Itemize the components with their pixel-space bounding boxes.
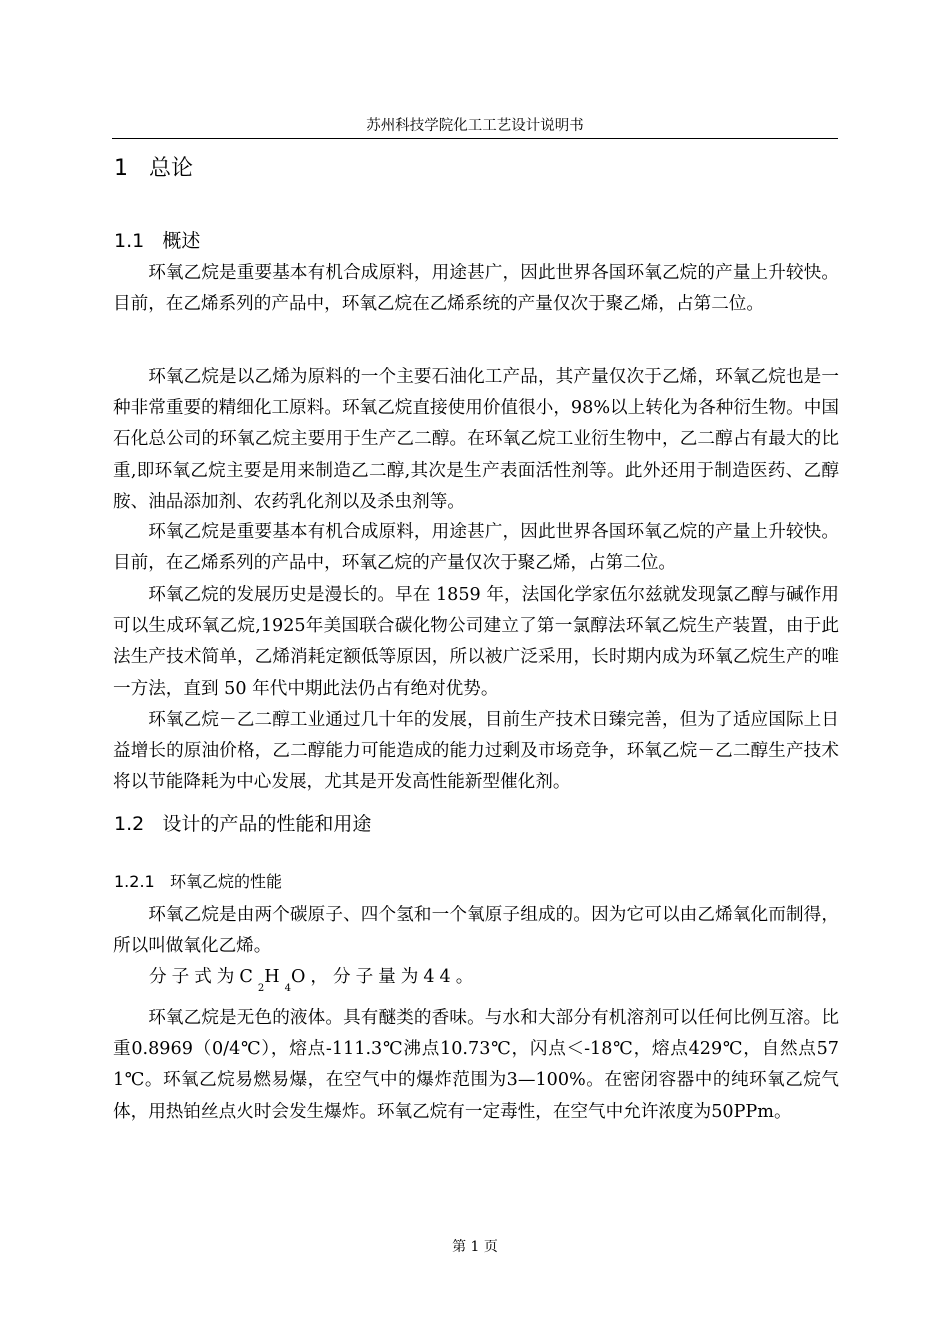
paragraph-1: 环氧乙烷是重要基本有机合成原料，用途甚广，因此世界各国环氧乙烷的产量上升较快。目前，在乙烯系列的产品中，环氧乙烷在乙烯系统的产量仅次于聚乙烯，占第二位。 bbox=[113, 263, 839, 315]
chapter-title: 总论 bbox=[148, 156, 193, 181]
section-number: 1.1 bbox=[114, 230, 145, 252]
formula-suffix: ，分子量为44。 bbox=[310, 967, 479, 987]
paragraph-6: 环氧乙烷是由两个碳原子、四个氢和一个氧原子组成的。因为它可以由乙烯氧化而制得，所以叫做氧化乙烯。 bbox=[113, 905, 839, 957]
header-rule bbox=[112, 138, 838, 139]
paragraph-5: 环氧乙烷－乙二醇工业通过几十年的发展，目前生产技术日臻完善，但为了适应国际上日益增长的原油价格，乙二醇能力可能造成的能力过剩及市场竞争，环氧乙烷－乙二醇生产技术将以节能降耗为中心发展，尤其是开发高性能新型催化剂。 bbox=[113, 710, 839, 793]
formula-h-sub: 4 bbox=[284, 983, 291, 994]
molecular-formula-line bbox=[149, 962, 478, 993]
section-heading-1-2 bbox=[114, 811, 371, 837]
paragraph-3: 环氧乙烷是重要基本有机合成原料，用途甚广，因此世界各国环氧乙烷的产量上升较快。目前，在乙烯系列的产品中，环氧乙烷的产量仅次于聚乙烯，占第二位。 bbox=[113, 522, 839, 574]
section-number: 1.2 bbox=[114, 813, 145, 835]
subsection-number: 1.2.1 bbox=[114, 872, 155, 891]
chapter-heading bbox=[114, 154, 193, 184]
paragraph-7: 环氧乙烷是无色的液体。具有醚类的香味。与水和大部分有机溶剂可以任何比例互溶。比重0.8969（0/4℃），熔点-111.3℃沸点10.73℃，闪点＜-18℃，熔点429℃，自然点571℃。环氧乙烷易燃易爆，在空气中的爆炸范围为3—100%。在密闭容器中的纯环氧乙烷气体，用热铂丝点火时会发生爆炸。环氧乙烷有一定毒性，在空气中允许浓度为50PPm。 bbox=[113, 1008, 839, 1122]
subsection-heading-1-2-1 bbox=[114, 871, 282, 893]
formula-o: O bbox=[290, 967, 311, 987]
chapter-number: 1 bbox=[114, 156, 128, 181]
section-title: 概述 bbox=[162, 230, 201, 252]
page-number: 第 1 页 bbox=[452, 1239, 498, 1255]
formula-c: C bbox=[239, 967, 258, 987]
formula-h: H bbox=[264, 967, 285, 987]
section-title: 设计的产品的性能和用途 bbox=[162, 813, 372, 835]
paragraph-4: 环氧乙烷的发展历史是漫长的。早在 1859 年，法国化学家伍尔兹就发现氯乙醇与碱作用可以生成环氧乙烷,1925年美国联合碳化物公司建立了第一氯醇法环氧乙烷生产装置，由于此法生产技术简单，乙烯消耗定额低等原因，所以被广泛采用，长时期内成为环氧乙烷生产的唯一方法，直到 50 年代中期此法仍占有绝对优势。 bbox=[113, 585, 839, 699]
page-header: 苏州科技学院化工工艺设计说明书 bbox=[366, 118, 584, 134]
formula-c-sub: 2 bbox=[257, 983, 265, 994]
formula-prefix: 分子式为 bbox=[149, 967, 240, 987]
section-heading-1-1 bbox=[114, 228, 200, 254]
subsection-title: 环氧乙烷的性能 bbox=[169, 872, 282, 891]
paragraph-2: 环氧乙烷是以乙烯为原料的一个主要石油化工产品，其产量仅次于乙烯，环氧乙烷也是一种非常重要的精细化工原料。环氧乙烷直接使用价值很小，98%以上转化为各种衍生物。中国石化总公司的环氧乙烷主要用于生产乙二醇。在环氧乙烷工业衍生物中，乙二醇占有最大的比重,即环氧乙烷主要是用来制造乙二醇,其次是生产表面活性剂等。此外还用于制造医药、乙醇胺、油品添加剂、农药乳化剂以及杀虫剂等。 bbox=[113, 367, 839, 512]
